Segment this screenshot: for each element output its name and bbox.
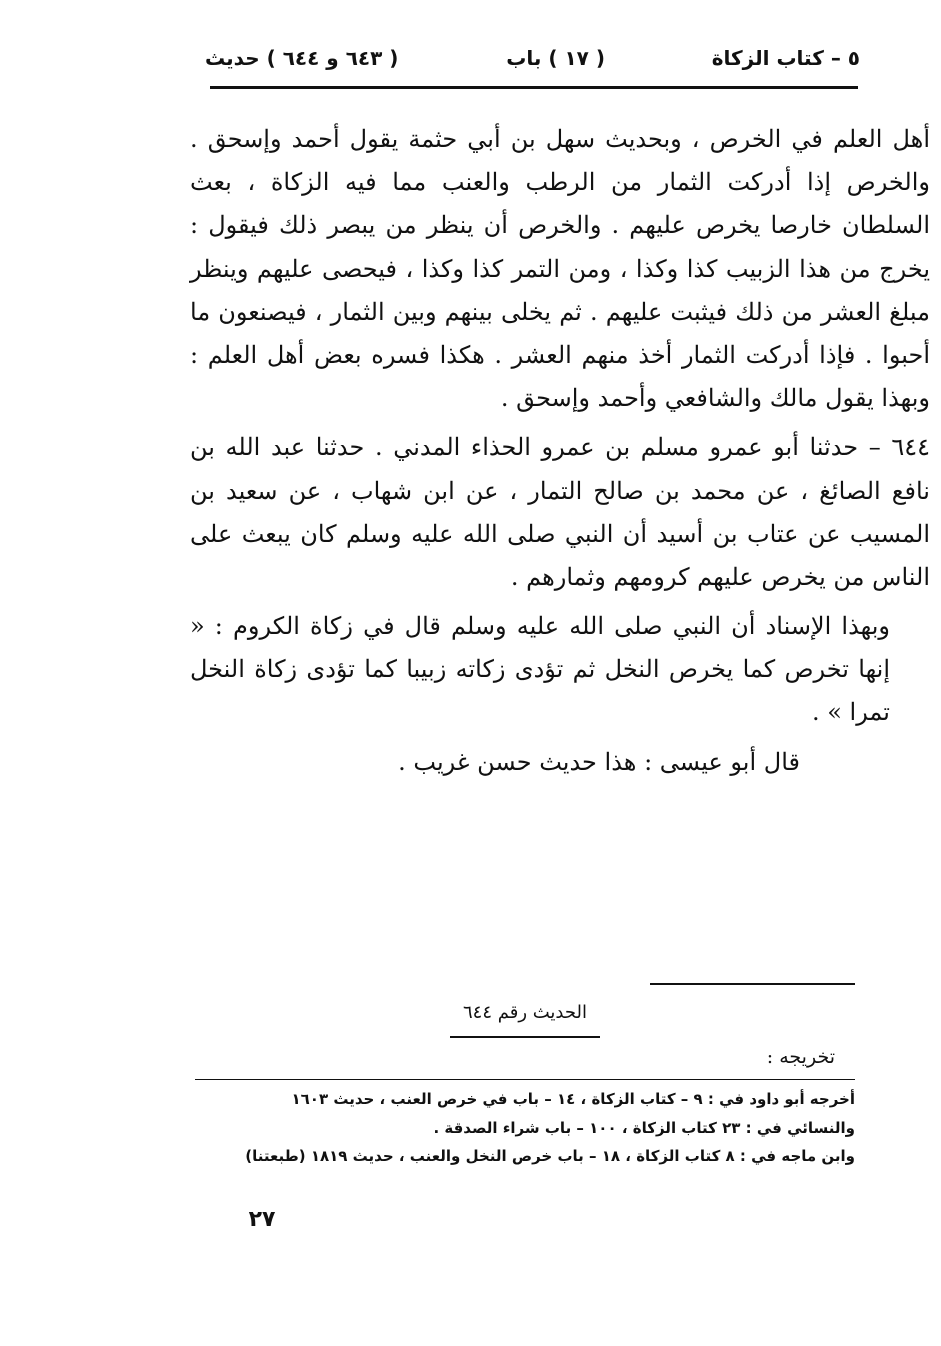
section-title-underline [450, 1036, 600, 1038]
header-hadith-range: ( ٦٤٣ و ٦٤٤ ) حديث [205, 46, 399, 70]
running-header [205, 46, 860, 78]
paragraph-hadith-644: ٦٤٤ – حدثنا أبو عمرو مسلم بن عمرو الحذاء المدني . حدثنا عبد الله بن نافع الصائغ ، عن محمد بن صالح التمار ، عن ابن شهاب ، عن سعيد بن المسيب عن عتاب بن أسيد أن النبي صلى الله عليه وسلم كان يبعث على الناس من يخرص عليهم كرومهم وثمارهم . [190, 433, 930, 591]
separator-rule [650, 983, 855, 985]
footnote-line: وابن ماجه في : ٨ كتاب الزكاة ، ١٨ – باب خرص النخل والعنب ، حديث ١٨١٩ (طبعتنا) [245, 1147, 855, 1165]
paragraph-abu-isa: قال أبو عيسى : هذا حديث حسن غريب . [398, 747, 800, 776]
takhrij-label: تخريجه : [766, 1046, 835, 1068]
main-text [190, 118, 930, 784]
footnote-line: أخرجه أبو داود في : ٩ – كتاب الزكاة ، ١٤ – باب في خرص العنب ، حديث ١٦٠٣ [291, 1090, 855, 1108]
section-title: الحديث رقم ٦٤٤ [463, 1002, 587, 1023]
footnotes [190, 1085, 855, 1171]
footnote-line: والنسائي في : ٢٣ كتاب الزكاة ، ١٠٠ – باب شراء الصدقة . [433, 1118, 855, 1137]
header-book-title: ٥ – كتاب الزكاة [711, 46, 860, 70]
paragraph-isnad: وبهذا الإسناد أن النبي صلى الله عليه وسلم قال في زكاة الكروم : « إنها تخرص كما يخرص النخل ثم تؤدى زكاته زبيبا كما تؤدى زكاة النخل تمرا » . [190, 612, 890, 727]
footnote-rule [195, 1079, 855, 1080]
header-rule [210, 86, 858, 89]
page-number: ٢٧ [248, 1207, 276, 1232]
header-chapter: ( ١٧ ) باب [506, 46, 605, 70]
paragraph-commentary: أهل العلم في الخرص ، وبحديث سهل بن أبي حثمة يقول أحمد وإسحق . والخرص إذا أدركت الثمار من الرطب والعنب مما فيه الزكاة ، بعث السلطان خارصا يخرص عليهم . والخرص أن ينظر من يبصر ذلك فيقول : يخرج من هذا الزبيب كذا وكذا ، ومن التمر كذا وكذا ، فيحصى عليهم وينظر مبلغ العشر من ذلك فيثبت عليهم . ثم يخلى بينهم وبين الثمار ، فيصنعون ما أحبوا . فإذا أدركت الثمار أخذ منهم العشر . هكذا فسره بعض أهل العلم : وبهذا يقول مالك والشافعي وأحمد وإسحق . [190, 125, 930, 413]
